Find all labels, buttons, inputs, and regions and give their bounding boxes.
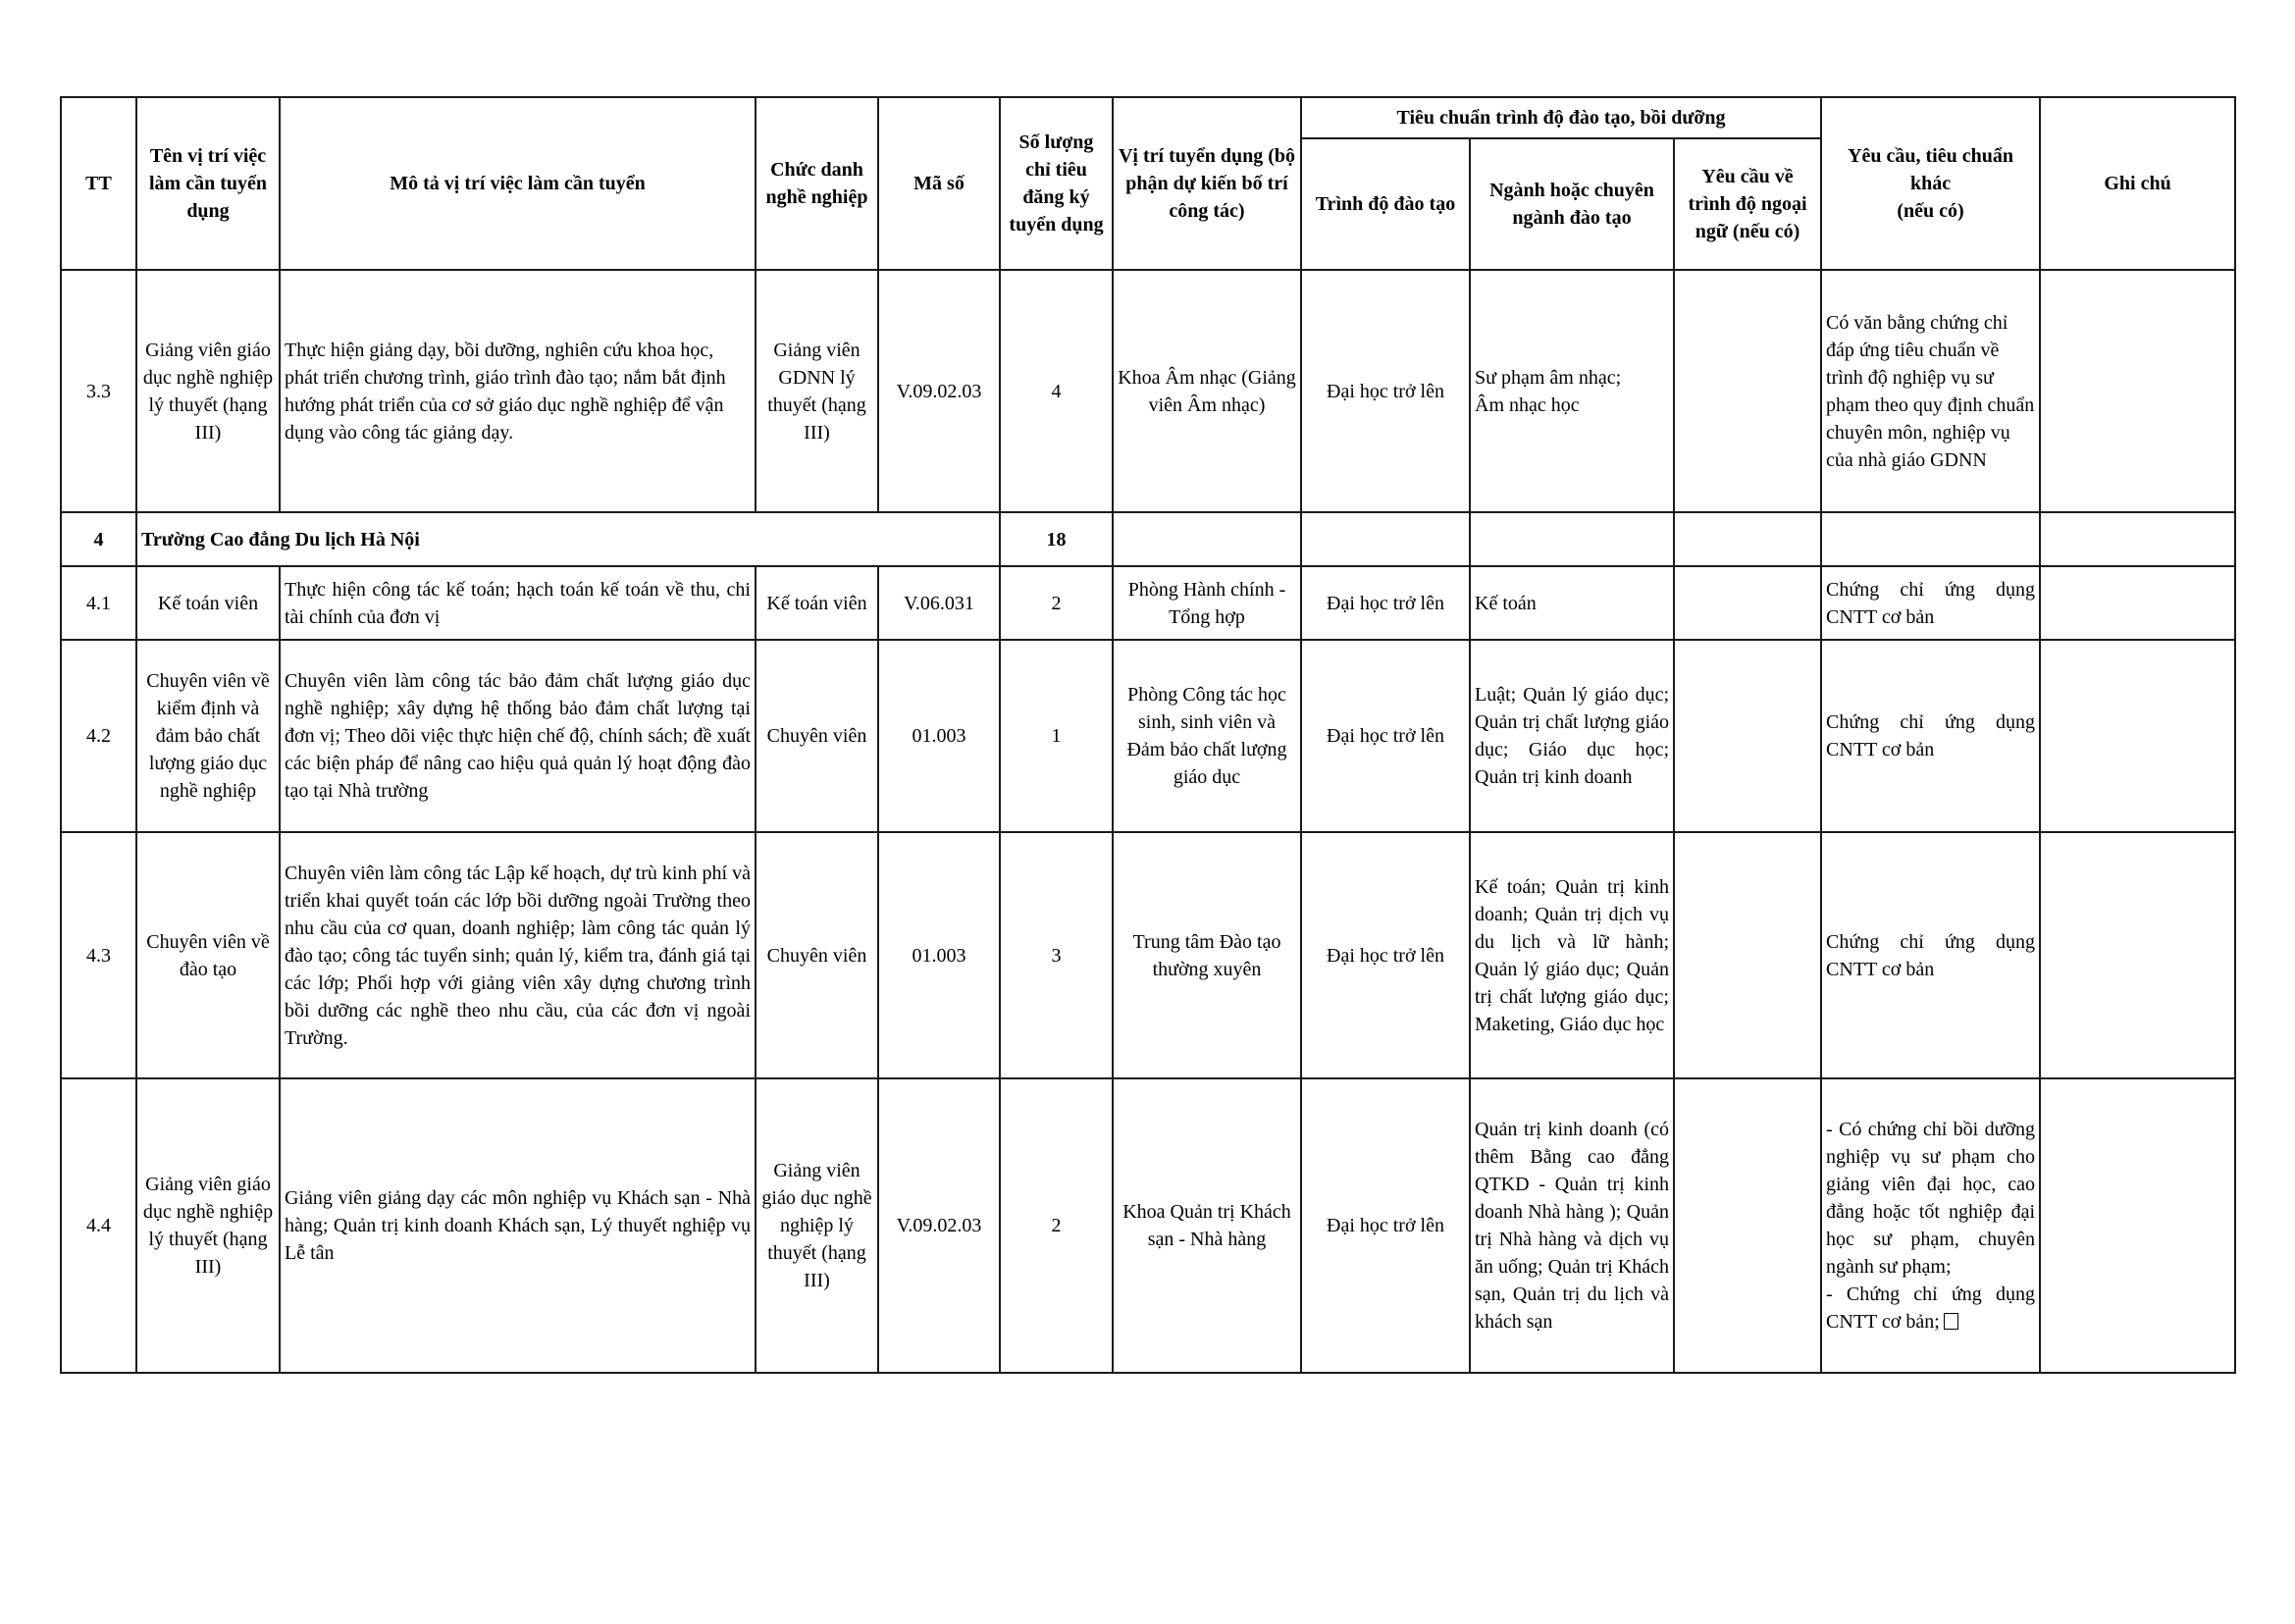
header-other-requirements: Yêu cầu, tiêu chuẩn khác (nếu có): [1821, 97, 2040, 270]
cell-language: [1674, 640, 1821, 832]
header-education-level: Trình độ đào tạo: [1301, 138, 1470, 270]
cell-empty: [1470, 512, 1674, 566]
cell-job-description: Chuyên viên làm công tác bảo đảm chất lượng giáo dục nghề nghiệp; xây dựng hệ thống bảo đảm chất lượng tại đơn vị; Theo dõi việc thực hiện chế độ, chính sách; đề xuất các biện pháp để nâng cao hiệu quả quản lý hoạt động đào tạo tại Nhà trường: [280, 640, 756, 832]
cell-job-description: Chuyên viên làm công tác Lập kế hoạch, dự trù kinh phí và triển khai quyết toán các lớp bồi dưỡng ngoài Trường theo nhu cầu của cơ quan, doanh nghiệp; làm công tác quản lý đào tạo; công tác tuyển sinh; quản lý, kiểm tra, đánh giá tại các lớp; Phối hợp với giảng viên xây dựng chương trình bồi dưỡng các nghề theo nhu cầu, của các đơn vị ngoài Trường.: [280, 832, 756, 1078]
group-tt: 4: [61, 512, 136, 566]
cell-empty: [2040, 512, 2235, 566]
cell-professional-title: Chuyên viên: [756, 832, 878, 1078]
cell-other-requirements: Có văn bằng chứng chỉ đáp ứng tiêu chuẩn về trình độ nghiệp vụ sư phạm theo quy định chuẩn chuyên môn, nghiệp vụ của nhà giáo GDNN: [1821, 270, 2040, 512]
other-requirements-text: - Có chứng chỉ bồi dưỡng nghiệp vụ sư phạm cho giảng viên đại học, cao đẳng hoặc tốt nghiệp đại học sư phạm, chuyên ngành sư phạm; - Chứng chỉ ứng dụng CNTT cơ bản;: [1826, 1119, 2036, 1333]
header-job-name: Tên vị trí việc làm cần tuyển dụng: [136, 97, 280, 270]
cell-professional-title: Giảng viên GDNN lý thuyết (hạng III): [756, 270, 878, 512]
cell-other-requirements: [1821, 1078, 2040, 1373]
cell-major: Kế toán; Quản trị kinh doanh; Quản trị dịch vụ du lịch và lữ hành; Quản lý giáo dục; Quản trị chất lượng giáo dục; Maketing, Giáo dục học: [1470, 832, 1674, 1078]
header-major: Ngành hoặc chuyên ngành đào tạo: [1470, 138, 1674, 270]
cell-job-name: Chuyên viên về kiểm định và đảm bảo chất lượng giáo dục nghề nghiệp: [136, 640, 280, 832]
cell-tt: 4.1: [61, 566, 136, 640]
cell-quota: 2: [1000, 1078, 1113, 1373]
cell-language: [1674, 566, 1821, 640]
cell-code: V.06.031: [878, 566, 1000, 640]
group-name: Trường Cao đẳng Du lịch Hà Nội: [136, 512, 1000, 566]
group-quota: 18: [1000, 512, 1113, 566]
cell-job-description: Thực hiện giảng dạy, bồi dưỡng, nghiên cứu khoa học, phát triển chương trình, giáo trình đào tạo; nắm bắt định hướng phát triển của cơ sở giáo dục nghề nghiệp để vận dụng vào công tác giảng dạy.: [280, 270, 756, 512]
cell-job-description: Giảng viên giảng dạy các môn nghiệp vụ Khách sạn - Nhà hàng; Quản trị kinh doanh Khách sạn, Lý thuyết nghiệp vụ Lễ tân: [280, 1078, 756, 1373]
header-professional-title: Chức danh nghề nghiệp: [756, 97, 878, 270]
header-code: Mã số: [878, 97, 1000, 270]
cell-professional-title: Chuyên viên: [756, 640, 878, 832]
cell-job-name: Kế toán viên: [136, 566, 280, 640]
table-header: [61, 97, 2235, 270]
table-row: [61, 1078, 2235, 1373]
cell-notes: [2040, 566, 2235, 640]
cell-position: Phòng Hành chính - Tổng hợp: [1113, 566, 1301, 640]
header-job-description: Mô tả vị trí việc làm cần tuyển: [280, 97, 756, 270]
cell-education-level: Đại học trở lên: [1301, 566, 1470, 640]
table-row: [61, 566, 2235, 640]
cell-education-level: Đại học trở lên: [1301, 640, 1470, 832]
cell-position: Phòng Công tác học sinh, sinh viên và Đảm bảo chất lượng giáo dục: [1113, 640, 1301, 832]
header-training-standards: Tiêu chuẩn trình độ đào tạo, bồi dưỡng: [1301, 97, 1821, 138]
cell-tt: 3.3: [61, 270, 136, 512]
cell-position: Khoa Âm nhạc (Giảng viên Âm nhạc): [1113, 270, 1301, 512]
cell-position: Trung tâm Đào tạo thường xuyên: [1113, 832, 1301, 1078]
cell-tt: 4.4: [61, 1078, 136, 1373]
cell-job-name: Chuyên viên về đào tạo: [136, 832, 280, 1078]
cell-quota: 1: [1000, 640, 1113, 832]
cell-tt: 4.3: [61, 832, 136, 1078]
cell-major: Luật; Quản lý giáo dục; Quản trị chất lượng giáo dục; Giáo dục học; Quản trị kinh doanh: [1470, 640, 1674, 832]
cell-position: Khoa Quản trị Khách sạn - Nhà hàng: [1113, 1078, 1301, 1373]
table-row: [61, 640, 2235, 832]
table-row: [61, 270, 2235, 512]
cell-empty: [1301, 512, 1470, 566]
cell-notes: [2040, 832, 2235, 1078]
cell-notes: [2040, 640, 2235, 832]
cell-job-name: Giảng viên giáo dục nghề nghiệp lý thuyết (hạng III): [136, 270, 280, 512]
cell-major: Kế toán: [1470, 566, 1674, 640]
cell-other-requirements: Chứng chỉ ứng dụng CNTT cơ bản: [1821, 640, 2040, 832]
cell-empty: [1113, 512, 1301, 566]
cell-empty: [1821, 512, 2040, 566]
cell-professional-title: Giảng viên giáo dục nghề nghiệp lý thuyết (hạng III): [756, 1078, 878, 1373]
cell-education-level: Đại học trở lên: [1301, 270, 1470, 512]
cell-quota: 4: [1000, 270, 1113, 512]
cell-education-level: Đại học trở lên: [1301, 832, 1470, 1078]
header-quota: Số lượng chỉ tiêu đăng ký tuyển dụng: [1000, 97, 1113, 270]
cell-code: V.09.02.03: [878, 1078, 1000, 1373]
cell-tt: 4.2: [61, 640, 136, 832]
cell-code: 01.003: [878, 832, 1000, 1078]
cell-notes: [2040, 270, 2235, 512]
header-tt: TT: [61, 97, 136, 270]
cell-other-requirements: Chứng chỉ ứng dụng CNTT cơ bản: [1821, 566, 2040, 640]
cell-major: Sư phạm âm nhạc; Âm nhạc học: [1470, 270, 1674, 512]
recruitment-table: [60, 96, 2236, 1374]
header-notes: Ghi chú: [2040, 97, 2235, 270]
cell-notes: [2040, 1078, 2235, 1373]
cell-professional-title: Kế toán viên: [756, 566, 878, 640]
checkbox-glyph-icon: [1944, 1313, 1958, 1330]
cell-job-name: Giảng viên giáo dục nghề nghiệp lý thuyết (hạng III): [136, 1078, 280, 1373]
cell-empty: [1674, 512, 1821, 566]
table-row: [61, 832, 2235, 1078]
cell-education-level: Đại học trở lên: [1301, 1078, 1470, 1373]
cell-code: 01.003: [878, 640, 1000, 832]
cell-other-requirements: Chứng chỉ ứng dụng CNTT cơ bản: [1821, 832, 2040, 1078]
cell-language: [1674, 270, 1821, 512]
cell-quota: 2: [1000, 566, 1113, 640]
cell-major: Quản trị kinh doanh (có thêm Bằng cao đẳng QTKD - Quản trị kinh doanh Nhà hàng ); Quản trị Nhà hàng và dịch vụ ăn uống; Quản trị Khách sạn, Quản trị du lịch và khách sạn: [1470, 1078, 1674, 1373]
cell-job-description: Thực hiện công tác kế toán; hạch toán kế toán về thu, chi tài chính của đơn vị: [280, 566, 756, 640]
group-row: [61, 512, 2235, 566]
cell-quota: 3: [1000, 832, 1113, 1078]
header-language: Yêu cầu về trình độ ngoại ngữ (nếu có): [1674, 138, 1821, 270]
cell-language: [1674, 832, 1821, 1078]
cell-code: V.09.02.03: [878, 270, 1000, 512]
cell-language: [1674, 1078, 1821, 1373]
header-position: Vị trí tuyển dụng (bộ phận dự kiến bố trí công tác): [1113, 97, 1301, 270]
